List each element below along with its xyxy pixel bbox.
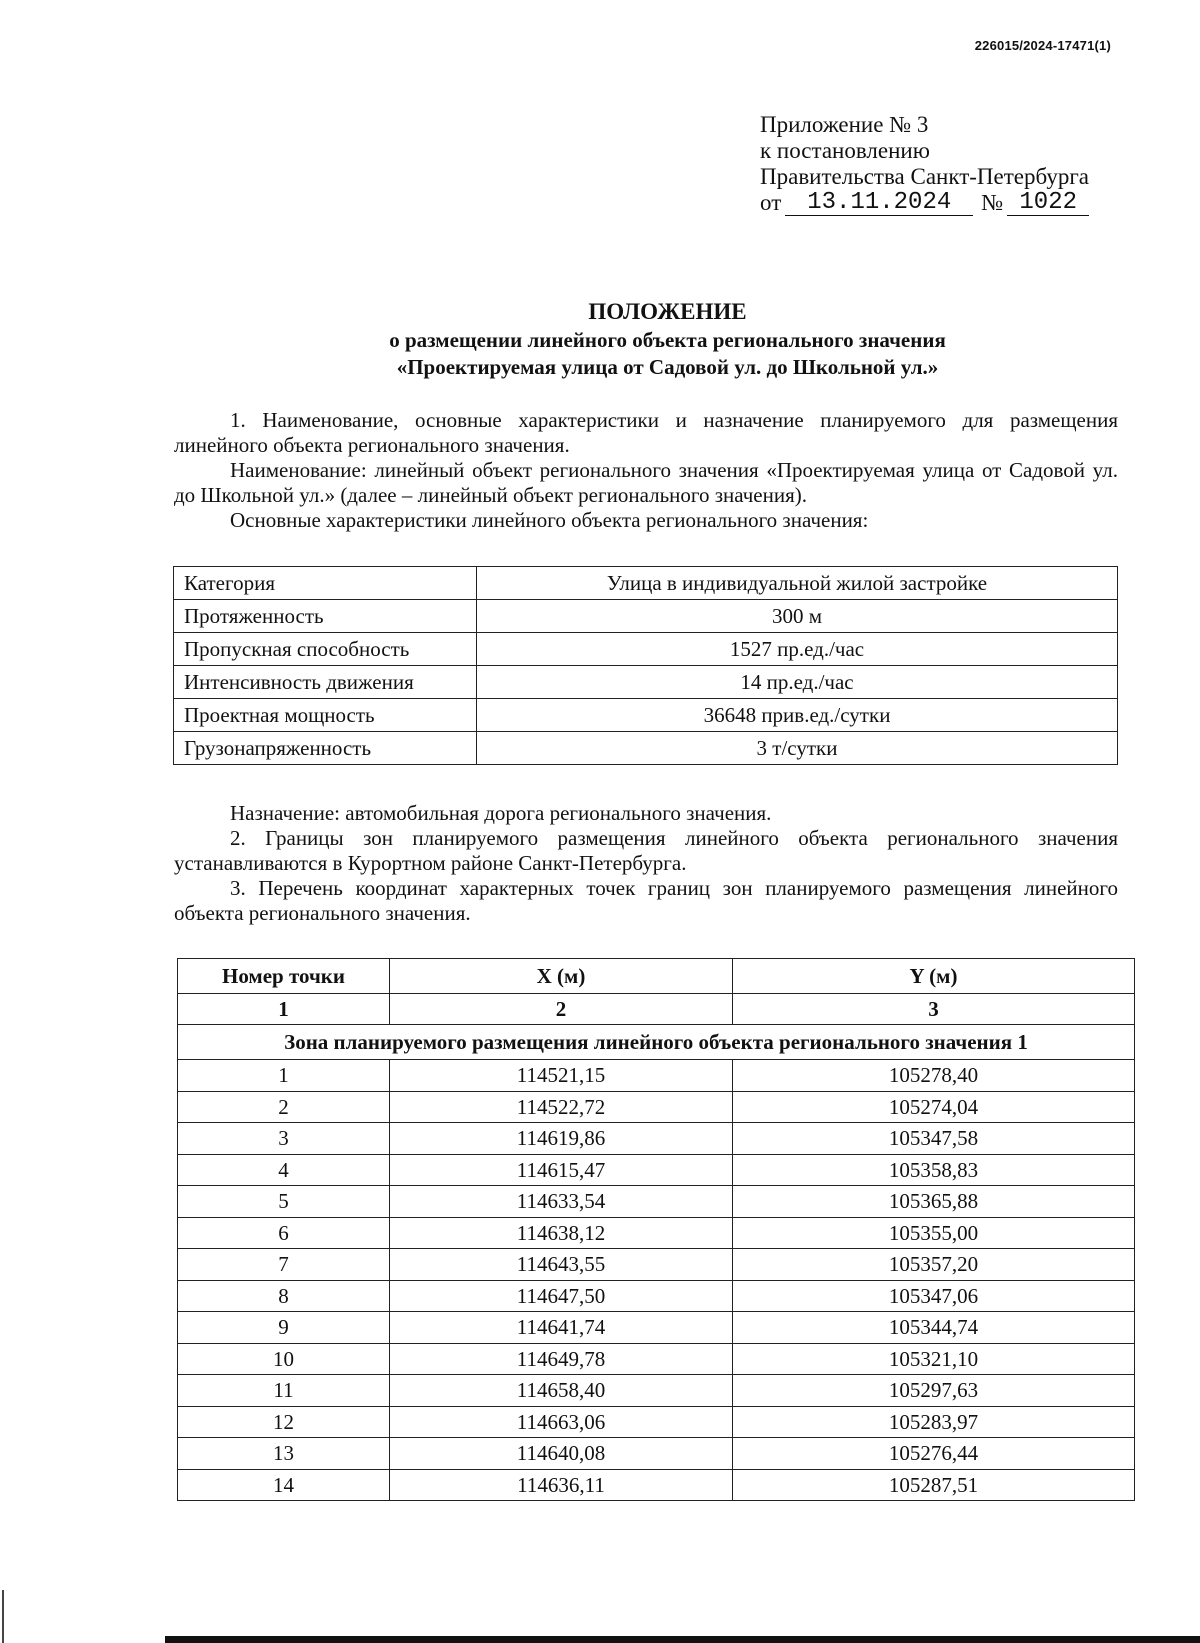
coordinates-table <box>177 958 1135 1501</box>
table-row <box>178 1217 1135 1249</box>
x-coordinate-cell: 114521,15 <box>390 1060 733 1092</box>
y-coordinate-cell: 105321,10 <box>733 1343 1135 1375</box>
scan-bottom-edge <box>165 1636 1200 1643</box>
x-coordinate-cell: 114647,50 <box>390 1280 733 1312</box>
characteristic-value: 36648 прив.ед./сутки <box>477 699 1118 732</box>
paragraph-3: Основные характеристики линейного объекта регионального значения: <box>230 508 869 532</box>
table-row <box>178 1280 1135 1312</box>
y-coordinate-cell: 105287,51 <box>733 1469 1135 1501</box>
y-coordinate-cell: 105347,06 <box>733 1280 1135 1312</box>
characteristic-value: Улица в индивидуальной жилой застройке <box>477 567 1118 600</box>
title-main: ПОЛОЖЕНИЕ <box>588 299 747 324</box>
characteristics-row <box>174 666 1118 699</box>
paragraph-4: Назначение: автомобильная дорога регионального значения. <box>230 801 772 825</box>
y-coordinate-cell: 105347,58 <box>733 1123 1135 1155</box>
y-coordinate-cell: 105355,00 <box>733 1217 1135 1249</box>
point-number-cell: 3 <box>178 1123 390 1155</box>
table-row <box>178 1469 1135 1501</box>
x-coordinate-cell: 114649,78 <box>390 1343 733 1375</box>
y-coordinate-cell: 105297,63 <box>733 1375 1135 1407</box>
point-number-cell: 5 <box>178 1186 390 1218</box>
middle-paragraphs <box>174 801 1118 926</box>
appendix-line-2: к постановлению <box>760 138 930 163</box>
scan-left-mark <box>2 1590 4 1643</box>
point-number-cell: 2 <box>178 1091 390 1123</box>
appendix-line-3: Правительства Санкт-Петербурга <box>760 164 1089 189</box>
point-number-cell: 9 <box>178 1312 390 1344</box>
column-index: 1 <box>178 994 390 1025</box>
y-coordinate-cell: 105283,97 <box>733 1406 1135 1438</box>
appendix-line-1: Приложение № 3 <box>760 112 929 137</box>
coordinates-header-row <box>178 959 1135 994</box>
y-coordinate-cell: 105358,83 <box>733 1154 1135 1186</box>
point-number-cell: 11 <box>178 1375 390 1407</box>
appendix-date-line <box>760 190 1089 216</box>
paragraph-5: 2. Границы зон планируемого размещения линейного объекта регионального значения устанавливаются в Курортном районе Санкт-Петербурга. <box>174 826 1118 875</box>
characteristic-value: 300 м <box>477 600 1118 633</box>
y-coordinate-cell: 105276,44 <box>733 1438 1135 1470</box>
point-number-cell: 8 <box>178 1280 390 1312</box>
y-coordinate-cell: 105274,04 <box>733 1091 1135 1123</box>
document-id: 226015/2024-17471(1) <box>974 38 1111 53</box>
x-coordinate-cell: 114633,54 <box>390 1186 733 1218</box>
intro-paragraphs <box>174 408 1118 533</box>
title-sub-2: «Проектируемая улица от Садовой ул. до Школьной ул.» <box>396 355 939 379</box>
x-coordinate-cell: 114638,12 <box>390 1217 733 1249</box>
column-index: 3 <box>733 994 1135 1025</box>
column-index-row <box>178 994 1135 1025</box>
y-coordinate-cell: 105278,40 <box>733 1060 1135 1092</box>
x-coordinate-cell: 114640,08 <box>390 1438 733 1470</box>
x-coordinate-cell: 114643,55 <box>390 1249 733 1281</box>
decree-number: 1022 <box>1007 191 1089 216</box>
appendix-block <box>760 112 1089 216</box>
characteristics-row <box>174 633 1118 666</box>
characteristic-name: Интенсивность движения <box>174 666 477 699</box>
table-row <box>178 1312 1135 1344</box>
header-x: X (м) <box>390 959 733 994</box>
table-row <box>178 1060 1135 1092</box>
characteristic-name: Грузонапряженность <box>174 732 477 765</box>
table-row <box>178 1375 1135 1407</box>
x-coordinate-cell: 114658,40 <box>390 1375 733 1407</box>
column-index: 2 <box>390 994 733 1025</box>
x-coordinate-cell: 114619,86 <box>390 1123 733 1155</box>
table-row <box>178 1091 1135 1123</box>
point-number-cell: 7 <box>178 1249 390 1281</box>
point-number-cell: 4 <box>178 1154 390 1186</box>
characteristics-row <box>174 567 1118 600</box>
table-row <box>178 1406 1135 1438</box>
x-coordinate-cell: 114663,06 <box>390 1406 733 1438</box>
y-coordinate-cell: 105344,74 <box>733 1312 1135 1344</box>
y-coordinate-cell: 105357,20 <box>733 1249 1135 1281</box>
characteristic-value: 14 пр.ед./час <box>477 666 1118 699</box>
characteristics-row <box>174 600 1118 633</box>
table-row <box>178 1154 1135 1186</box>
x-coordinate-cell: 114615,47 <box>390 1154 733 1186</box>
header-point-number: Номер точки <box>178 959 390 994</box>
decree-date: 13.11.2024 <box>785 191 973 216</box>
characteristic-name: Проектная мощность <box>174 699 477 732</box>
paragraph-2: Наименование: линейный объект регионального значения «Проектируемая улица от Садовой ул. до Школьной ул.» (далее – линейный объект регионального значения). <box>174 458 1118 507</box>
paragraph-1: 1. Наименование, основные характеристики и назначение планируемого для размещения линейного объекта регионального значения. <box>174 408 1118 457</box>
characteristic-value: 1527 пр.ед./час <box>477 633 1118 666</box>
table-row <box>178 1186 1135 1218</box>
point-number-cell: 6 <box>178 1217 390 1249</box>
point-number-cell: 10 <box>178 1343 390 1375</box>
title-sub-1: о размещении линейного объекта регионального значения <box>389 328 946 352</box>
x-coordinate-cell: 114636,11 <box>390 1469 733 1501</box>
zone-title-row <box>178 1025 1135 1060</box>
characteristics-row <box>174 699 1118 732</box>
characteristics-row <box>174 732 1118 765</box>
characteristics-table <box>173 566 1118 765</box>
characteristic-name: Категория <box>174 567 477 600</box>
x-coordinate-cell: 114522,72 <box>390 1091 733 1123</box>
characteristic-name: Протяженность <box>174 600 477 633</box>
from-label: от <box>760 190 782 215</box>
point-number-cell: 13 <box>178 1438 390 1470</box>
table-row <box>178 1343 1135 1375</box>
table-row <box>178 1249 1135 1281</box>
number-label: № <box>981 190 1004 215</box>
paragraph-6: 3. Перечень координат характерных точек границ зон планируемого размещения линейного объекта регионального значения. <box>174 876 1118 925</box>
characteristic-value: 3 т/сутки <box>477 732 1118 765</box>
point-number-cell: 14 <box>178 1469 390 1501</box>
zone-title: Зона планируемого размещения линейного объекта регионального значения 1 <box>178 1025 1135 1060</box>
point-number-cell: 12 <box>178 1406 390 1438</box>
header-y: Y (м) <box>733 959 1135 994</box>
y-coordinate-cell: 105365,88 <box>733 1186 1135 1218</box>
table-row <box>178 1123 1135 1155</box>
characteristic-name: Пропускная способность <box>174 633 477 666</box>
point-number-cell: 1 <box>178 1060 390 1092</box>
x-coordinate-cell: 114641,74 <box>390 1312 733 1344</box>
document-title <box>170 297 1165 381</box>
table-row <box>178 1438 1135 1470</box>
